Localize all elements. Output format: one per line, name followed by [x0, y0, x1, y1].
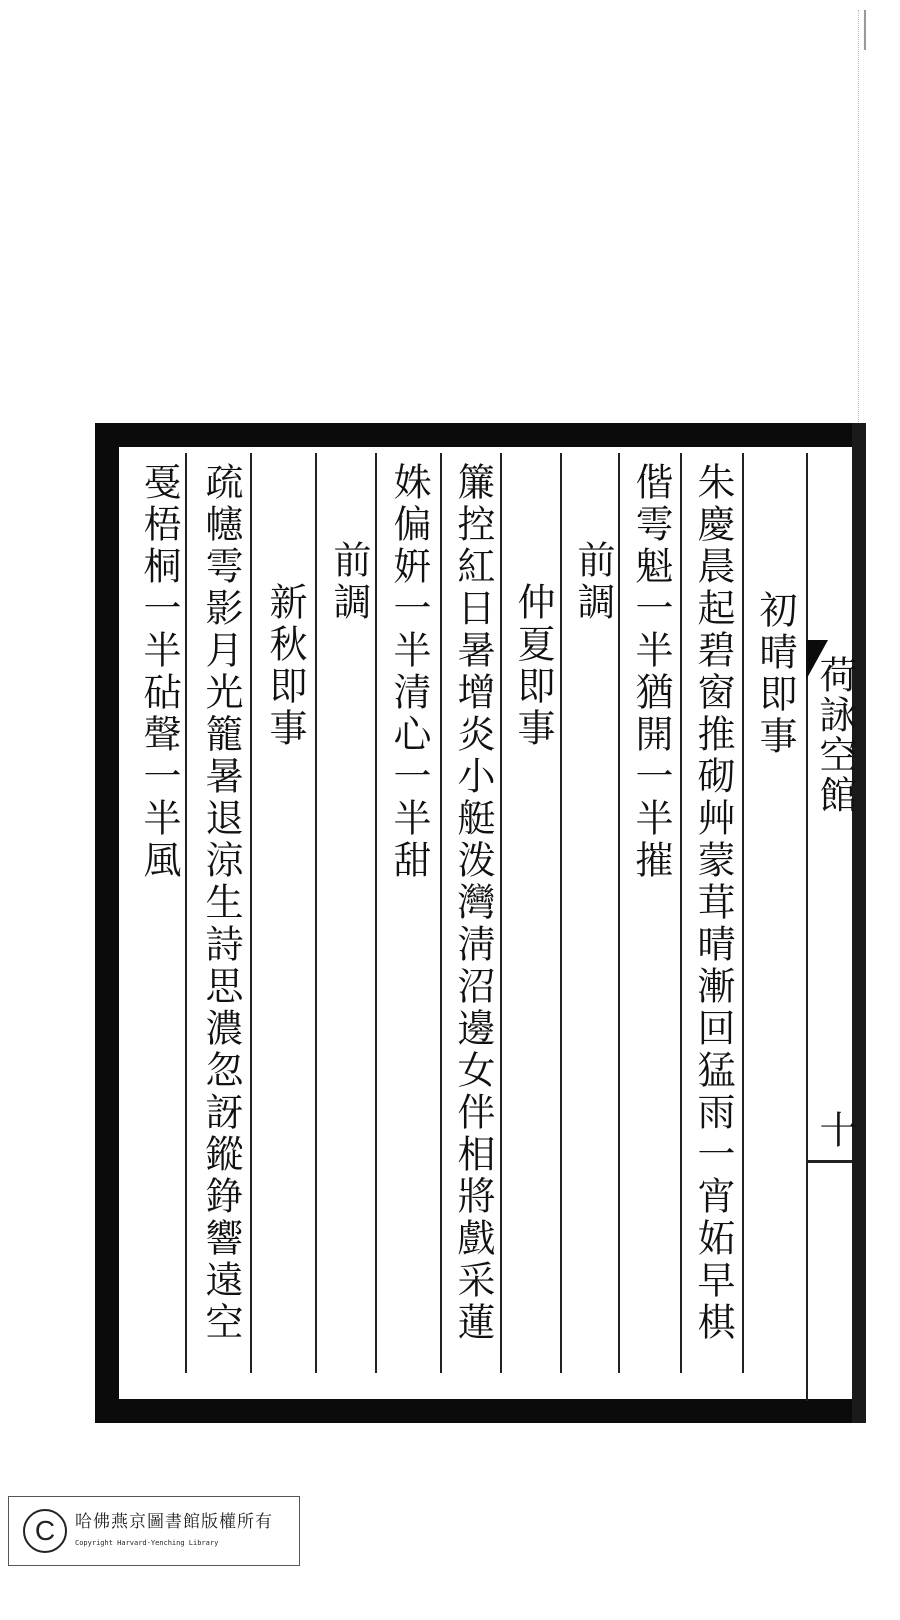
column-rule — [742, 453, 744, 1373]
text-column: 疏幰雩影月光籠暑退涼生詩思濃忽訝鏦錚響遠空 — [199, 462, 243, 1344]
poem-title-xinqiu: 新秋即事 — [263, 582, 307, 750]
text-column: 戞梧桐一半砧聲一半風 — [137, 462, 181, 882]
column-rule — [250, 453, 252, 1373]
fold-divider — [806, 1160, 852, 1193]
column-rule — [618, 453, 620, 1373]
column-rule — [560, 453, 562, 1373]
text-column: 簾控紅日暑增炎小艇泼灣淸沼邊女伴相將戲采蓮 — [451, 462, 495, 1344]
fold-book-title: 荷詠空館 — [813, 655, 857, 815]
poem-title-qiandiao: 前調 — [327, 540, 371, 624]
column-rule — [185, 453, 187, 1373]
column-rule — [315, 453, 317, 1373]
fold-column — [806, 453, 852, 1401]
fold-page-number: 十 — [813, 1110, 857, 1148]
copyright-english-text: Copyright Harvard-Yenching Library — [75, 1539, 219, 1547]
column-rule — [440, 453, 442, 1373]
poem-title-chuqing: 初晴即事 — [753, 590, 797, 758]
column-rule — [680, 453, 682, 1373]
copyright-icon: C — [23, 1509, 67, 1553]
text-column: 朱慶晨起碧窗推砌艸蒙茸晴漸回猛雨一宵妬早棋 — [691, 462, 735, 1344]
scan-edge-artifact — [858, 10, 861, 430]
text-column: 姝偏姸一半清心一半甜 — [387, 462, 431, 882]
column-rule — [375, 453, 377, 1373]
copyright-chinese-text: 哈佛燕京圖書館版權所有 — [75, 1512, 273, 1532]
scan-edge-mark — [864, 10, 868, 50]
copyright-notice — [8, 1496, 300, 1566]
poem-title-zhongxia: 仲夏即事 — [511, 582, 555, 750]
page-right-edge — [852, 423, 866, 1423]
text-column: 偕雩魁一半猶開一半摧 — [629, 462, 673, 882]
column-rule — [500, 453, 502, 1373]
poem-title-qiandiao: 前調 — [571, 540, 615, 624]
